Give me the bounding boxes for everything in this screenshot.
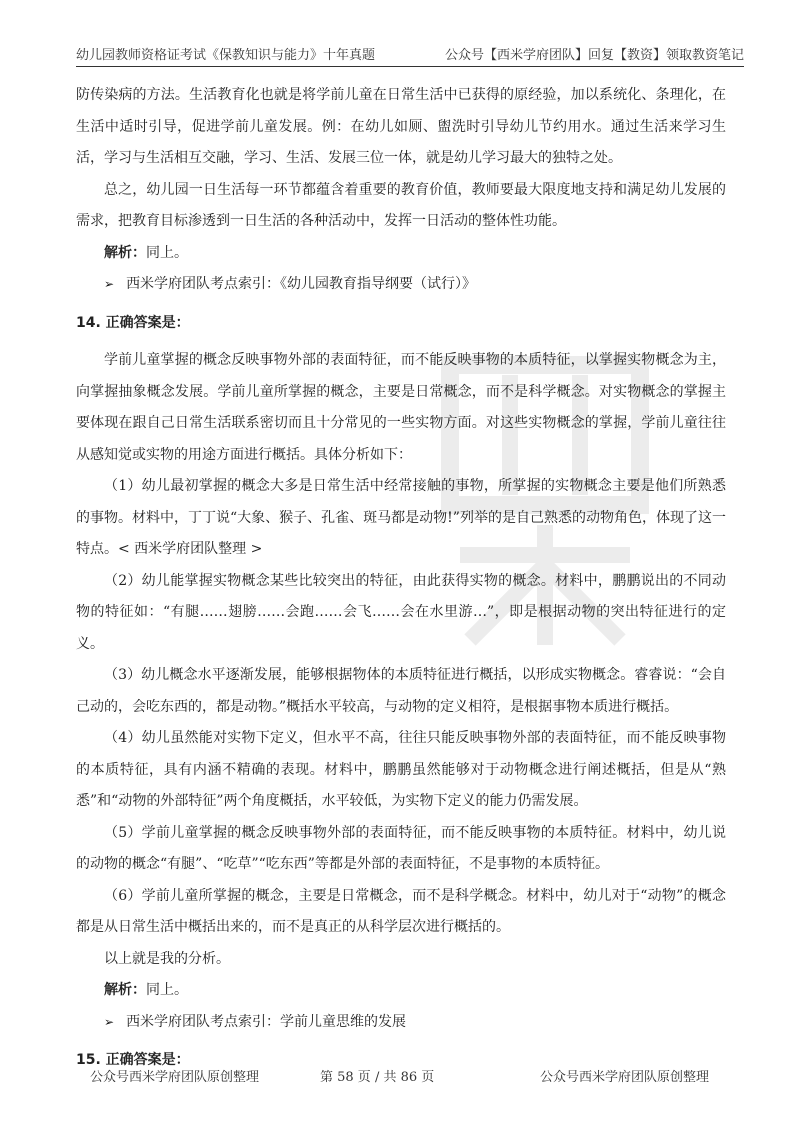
paragraph: （5）学前儿童掌握的概念反映事物外部的表面特征，而不能反映事物的本质特征。材料中，幼儿说的动物的概念“有腿”、“吃草”“吃东西”等都是外部的表面特征，不是事物的本质特征。 [76, 824, 726, 872]
paragraph: （2）幼儿能掌握实物概念某些比较突出的特征，由此获得实物的概念。材料中，鹏鹏说出的不同动物的特征如：“有腿……翅膀……会跑……会飞……会在水里游…”，即是根据动物的突出特征进行的定义。 [76, 572, 726, 652]
header-promo: 公众号【西米学府团队】回复【教资】领取教资笔记 [444, 48, 744, 63]
footer-right: 公众号西米学府团队原创整理 [540, 1070, 710, 1085]
paragraph: （6）学前儿童所掌握的概念，主要是日常概念，而不是科学概念。材料中，幼儿对于“动物”的概念都是从日常生活中概括出来的，而不是真正的从科学层次进行概括的。 [76, 887, 726, 935]
paragraph: （1）幼儿最初掌握的概念大多是日常生活中经常接触的事物，所掌握的实物概念主要是他们所熟悉的事物。材料中，丁丁说“大象、猴子、孔雀、斑马都是动物!”列举的是自己熟悉的动物角色，体现了这一特点。< 西米学府团队整理 > [76, 478, 726, 557]
document-body [76, 80, 726, 1083]
page-number: 第 58 页 / 共 86 页 [320, 1070, 435, 1085]
index-line [76, 1007, 726, 1039]
paragraph: 学前儿童掌握的概念反映事物外部的表面特征，而不能反映事物的本质特征，以掌握实物概念为主，向掌握抽象概念发展。学前儿童所掌握的概念，主要是日常概念，而不是科学概念。对实物概念的掌握主要体现在跟自己日常生活联系密切而且十分常见的一些实物方面。对这些实物概念的掌握，学前儿童往往从感知觉或实物的用途方面进行概括。具体分析如下： [76, 352, 726, 463]
paragraph: （4）幼儿虽然能对实物下定义，但水平不高，往往只能反映事物外部的表面特征，而不能反映事物的本质特征，具有内涵不精确的表现。材料中，鹏鹏虽然能够对于动物概念进行阐述概括，但是从“熟悉”和“动物的外部特征”两个角度概括，水平较低，为实物下定义的能力仍需发展。 [76, 730, 726, 809]
page-header [76, 40, 744, 67]
page-footer [0, 1066, 800, 1090]
paragraph: （3）幼儿概念水平逐渐发展，能够根据物体的本质特征进行概括，以形成实物概念。睿睿说：“会自己动的，会吃东西的，都是动物。”概括水平较高，与动物的定义相符，是根据事物本质进行概括。 [76, 667, 726, 715]
analysis-line [76, 975, 726, 1007]
paragraph: 总之，幼儿园一日生活每一环节都蕴含着重要的教育价值，教师要最大限度地支持和满足幼儿发展的需求，把教育目标渗透到一日生活的各种活动中，发挥一日活动的整体性功能。 [76, 181, 726, 229]
header-title: 幼儿园教师资格证考试《保教知识与能力》十年真题 [76, 48, 376, 63]
arrow-bullet-icon: ➢ [104, 1014, 115, 1029]
footer-left: 公众号西米学府团队原创整理 [90, 1070, 260, 1085]
question-heading: 15. 正确答案是： [76, 1052, 190, 1068]
paragraph: 防传染病的方法。生活教育化也就是将学前儿童在日常生活中已获得的原经验，加以系统化、条理化，在生活中适时引导，促进学前儿童发展。例：在幼儿如厕、盥洗时引导幼儿节约用水。通过生活来学习生活，学习与生活相互交融，学习、生活、发展三位一体，就是幼儿学习最大的独特之处。 [76, 87, 726, 166]
question-heading: 14. 正确答案是： [76, 314, 190, 331]
analysis-text: 同上。 [146, 982, 188, 998]
analysis-label: 解析： [104, 982, 146, 998]
paragraph: 以上就是我的分析。 [104, 950, 230, 967]
index-text: 西米学府团队考点索引：学前儿童思维的发展 [126, 1013, 407, 1030]
analysis-text: 同上。 [146, 244, 188, 261]
index-text: 西米学府团队考点索引：《幼儿园教育指导纲要（试行）》 [126, 276, 477, 292]
analysis-line [76, 238, 726, 270]
analysis-label: 解析： [104, 244, 146, 261]
arrow-bullet-icon: ➢ [104, 277, 115, 291]
index-line [76, 269, 726, 301]
